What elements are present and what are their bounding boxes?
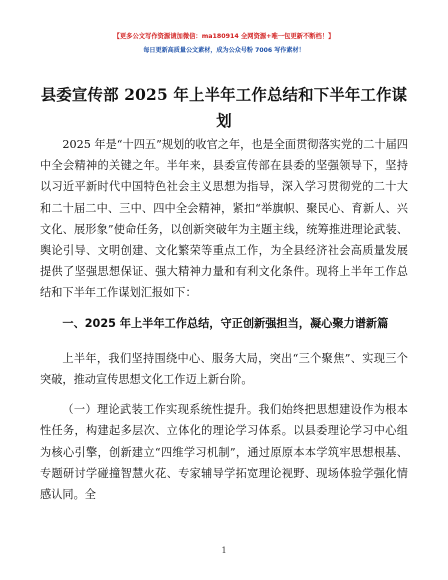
- intro-paragraph: 2025 年是“十四五”规划的收官之年，也是全面贯彻落实党的二十届四中全会精神的关键之年。半年来，县委宣传部在县委的坚强领导下，坚持以习近平新时代中国特色社会主义思想为指导，深入学习贯彻党的二十大和二十届二中、三中、四中全会精神，紧扣“举旗帜、聚民心、育新人、兴文化、展形象”使命任务，以创新突破年为主题主线，统筹推进理论武装、舆论引导、文明创建、文化繁荣等重点工作，为全县经济社会高质量发展提供了坚强思想保证、强大精神力量和有利文化条件。现将上半年工作总结和下半年工作谋划汇报如下：: [40, 138, 408, 300]
- document-body: [40, 134, 408, 505]
- subsection-1-paragraph: （一）理论武装工作实现系统性提升。我们始终把思想建设作为根本性任务，构建起多层次、立体化的理论学习体系。以县委理论学习中心组为核心引擎，创新建立“四维学习机制”，通过原原本本学筑牢思想根基、专题研讨学碰撞智慧火花、专家辅导学拓宽理论视野、现场体验学强化情感认同。全: [40, 403, 408, 502]
- promo-banner-line-1: 【更多公文写作资源请加微信：ma180914 全网资源+唯一包更新不断档！】: [113, 33, 335, 40]
- promo-banner-line-2: 每日更新高质量公文素材，成为公众号粉 7006 写作素材！: [143, 47, 305, 54]
- promo-banner: [0, 30, 448, 58]
- section-1-paragraph: 上半年，我们坚持围绕中心、服务大局，突出“三个聚焦”、实现三个突破，推动宣传思想文化工作迈上新台阶。: [40, 351, 408, 387]
- page-number: 1: [221, 546, 227, 555]
- section-heading-1: 一、2025 年上半年工作总结，守正创新强担当，凝心聚力谱新篇: [62, 316, 389, 330]
- document-title: 县委宣传部 2025 年上半年工作总结和下半年工作谋划: [40, 86, 408, 130]
